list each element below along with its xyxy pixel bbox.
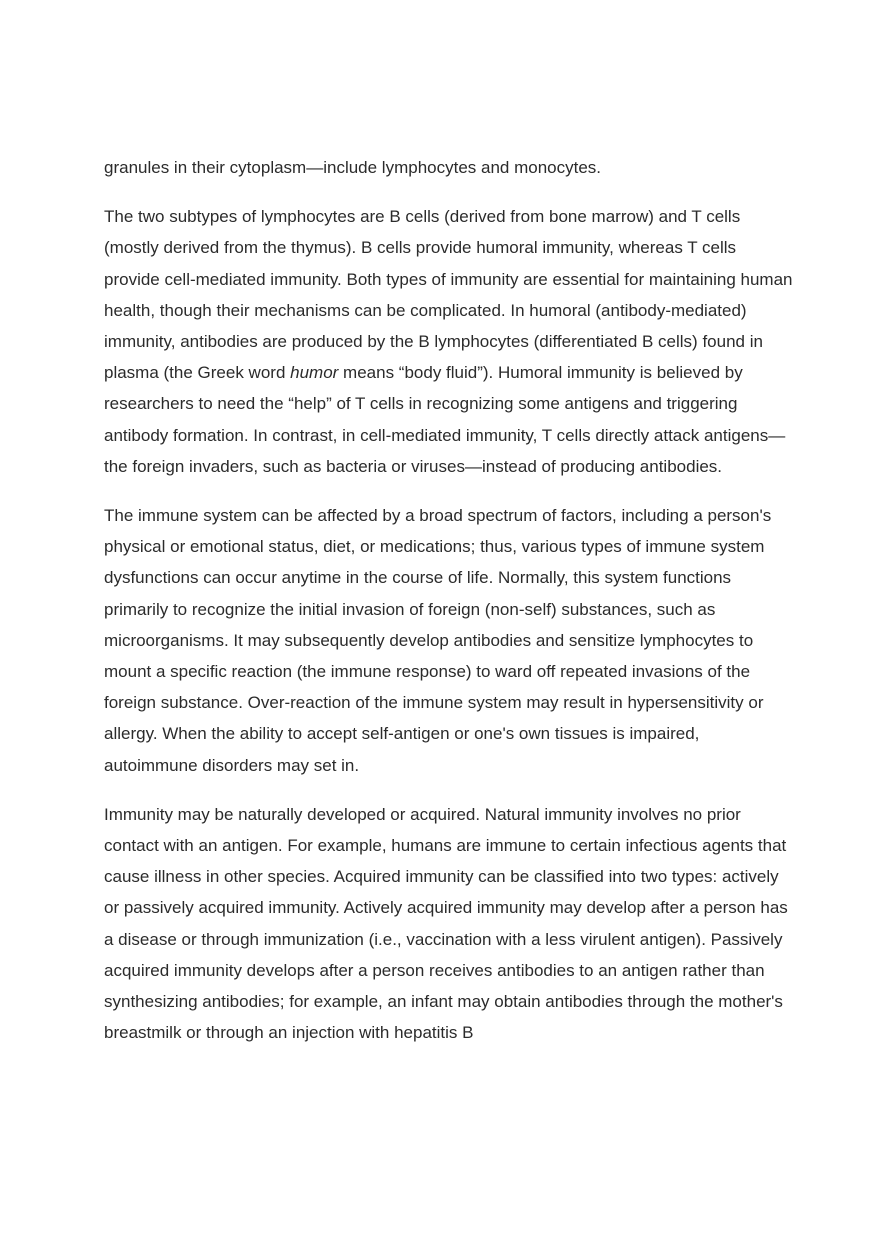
- paragraph-2-italic-term: humor: [290, 363, 339, 383]
- paragraph-2: [104, 201, 794, 482]
- paragraph-4: Immunity may be naturally developed or acquired. Natural immunity involves no prior contact with an antigen. For example, humans are immune to certain infectious agents that cause illness in other species. Acquired immunity can be classified into two types: actively or passively acquired immunity. Actively acquired immunity may develop after a person has a disease or through immunization (i.e., vaccination with a less virulent antigen). Passively acquired immunity develops after a person receives antibodies to an antigen rather than synthesizing antibodies; for example, an infant may obtain antibodies through the mother's breastmilk or through an injection with hepatitis B: [104, 804, 788, 1043]
- document-body: [104, 152, 794, 1048]
- paragraph-2-text-start: The two subtypes of lymphocytes are B cells (derived from bone marrow) and T cells (mostly derived from the thymus). B cells provide humoral immunity, whereas T cells provide cell-mediated immunity. Both types of immunity are essential for maintaining human health, though their mechanisms can be complicated. In humoral (antibody-mediated) immunity, antibodies are produced by the B lymphocytes (differentiated B cells) found in plasma (the Greek word: [104, 207, 793, 383]
- paragraph-3: The immune system can be affected by a broad spectrum of factors, including a person's physical or emotional status, diet, or medications; thus, various types of immune system dysfunctions can occur anytime in the course of life. Normally, this system functions primarily to recognize the initial invasion of foreign (non-self) substances, such as microorganisms. It may subsequently develop antibodies and sensitize lymphocytes to mount a specific reaction (the immune response) to ward off repeated invasions of the foreign substance. Over-reaction of the immune system may result in hypersensitivity or allergy. When the ability to accept self-antigen or one's own tissues is impaired, autoimmune disorders may set in.: [104, 506, 772, 775]
- paragraph-2-text-end: means “body fluid”). Humoral immunity is believed by researchers to need the “help” of T cells in recognizing some antigens and triggering antibody formation. In contrast, in cell-mediated immunity, T cells directly attack antigens—the foreign invaders, such as bacteria or viruses—instead of producing antibodies.: [104, 363, 786, 476]
- paragraph-1: granules in their cytoplasm—include lymphocytes and monocytes.: [104, 158, 602, 177]
